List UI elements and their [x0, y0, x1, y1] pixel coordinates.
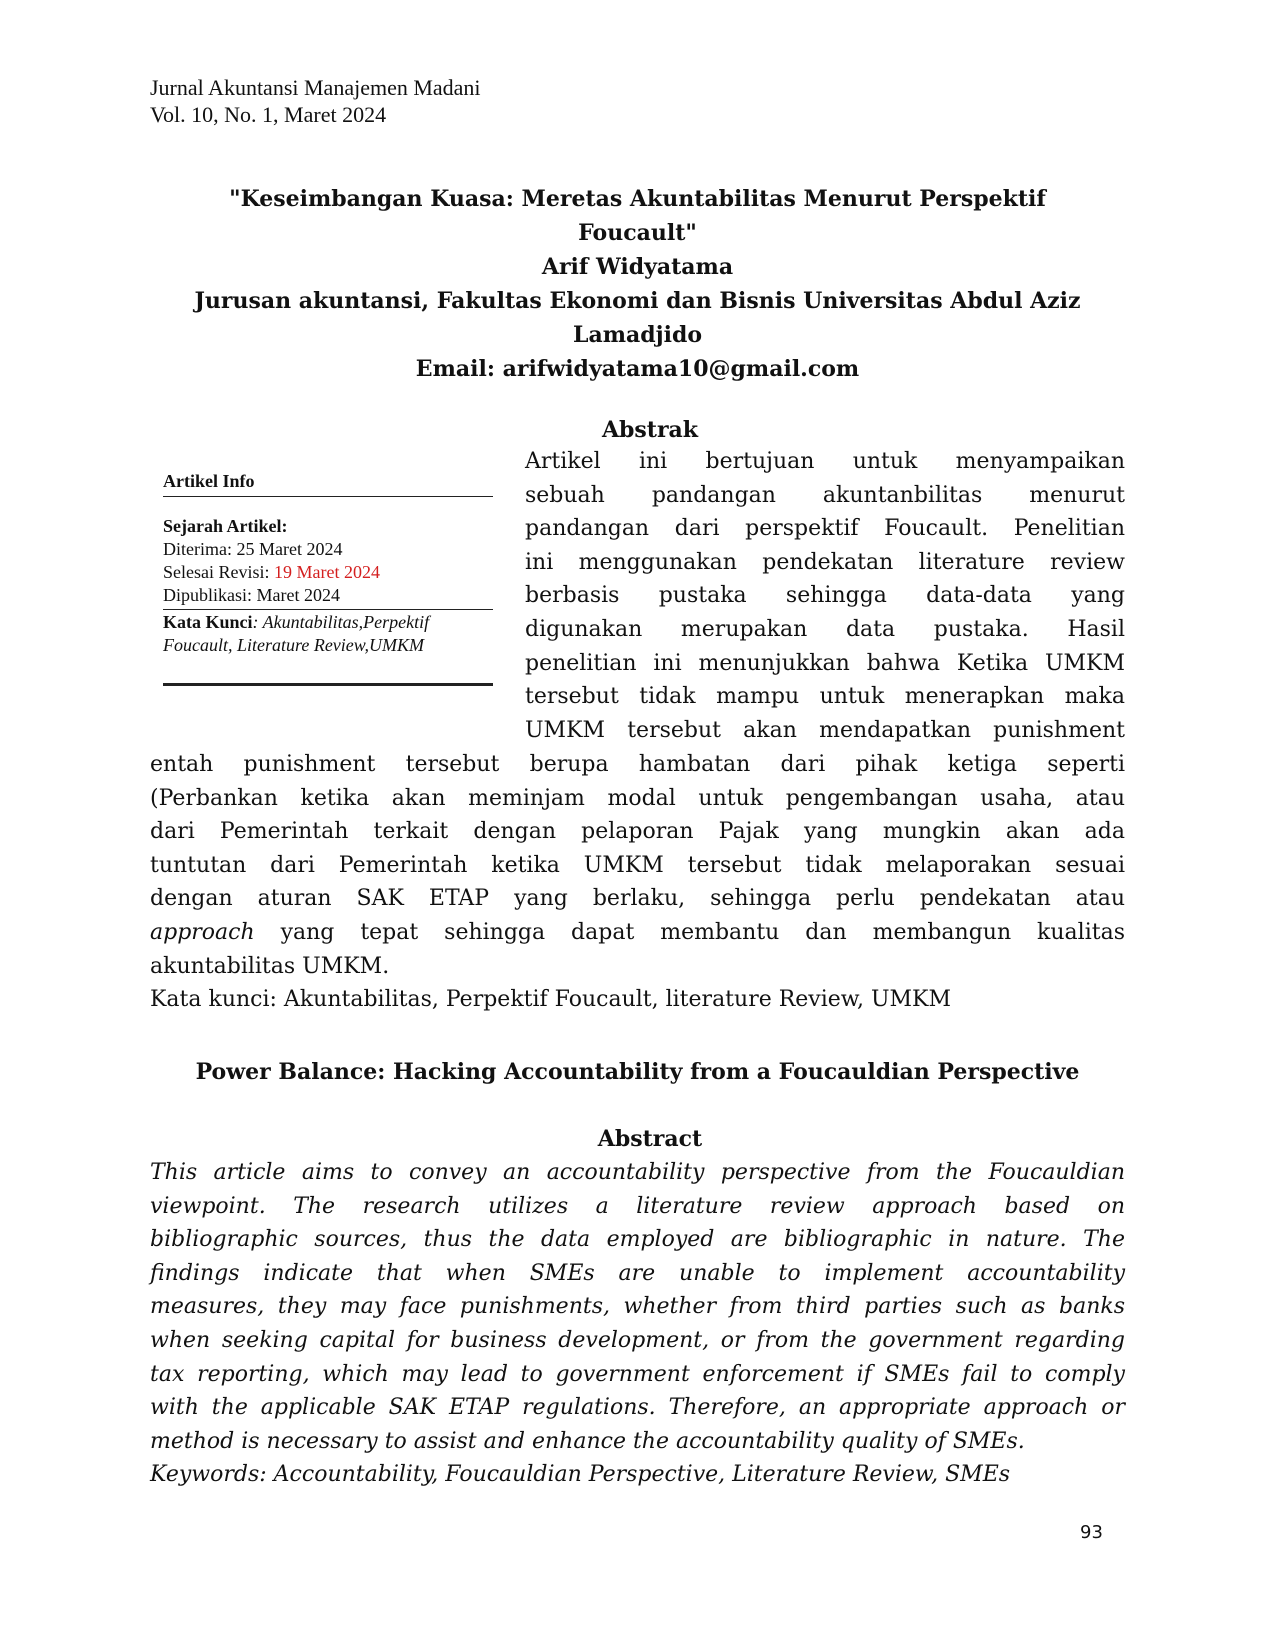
- page-number: 93: [1080, 1522, 1103, 1543]
- history-label: Sejarah Artikel:: [163, 516, 288, 536]
- author-name: Arif Widyatama: [541, 254, 734, 280]
- abstrak-line: berbasis pustaka sehingga data-data yang: [525, 583, 1125, 609]
- abstrak-line: tersebut tidak mampu untuk menerapkan maka: [525, 684, 1125, 710]
- abstrak-narrow-column: [525, 445, 1125, 747]
- info-divider-middle: [163, 609, 493, 610]
- abstrak-line: dengan aturan SAK ETAP yang berlaku, sehingga perlu pendekatan atau: [150, 886, 1125, 912]
- abstract-line: method is necessary to assist and enhance the accountability quality of SMEs.: [150, 1428, 1025, 1454]
- abstrak-heading: Abstrak: [601, 417, 699, 443]
- journal-name: Jurnal Akuntansi Manajemen Madani: [150, 75, 481, 100]
- article-title-line-1: "Keseimbangan Kuasa: Meretas Akuntabilitas Menurut Perspektif: [229, 186, 1046, 212]
- abstrak-wide-column: [150, 748, 1125, 1017]
- journal-header: [150, 74, 481, 128]
- abstrak-line: (Perbankan ketika akan meminjam modal untuk pengembangan usaha, atau: [150, 785, 1125, 811]
- abstrak-line-approach: [150, 916, 1125, 950]
- info-divider-bottom: [163, 683, 493, 686]
- abstrak-line: digunakan merupakan data pustaka. Hasil: [525, 616, 1125, 642]
- abstract-line: findings indicate that when SMEs are unable to implement accountability: [150, 1260, 1125, 1286]
- abstract-line: tax reporting, which may lead to government enforcement if SMEs fail to comply: [150, 1361, 1125, 1387]
- abstract-line: when seeking capital for business development, or from the government regarding: [150, 1327, 1125, 1353]
- abstract-line: bibliographic sources, thus the data employed are bibliographic in nature. The: [150, 1227, 1125, 1253]
- article-title-line-2: Foucault": [578, 220, 697, 246]
- abstrak-line: ini menggunakan pendekatan literature review: [525, 549, 1125, 575]
- journal-volume: Vol. 10, No. 1, Maret 2024: [150, 102, 387, 127]
- received-date: Diterima: 25 Maret 2024: [163, 539, 343, 559]
- approach-rest: yang tepat sehingga dapat membantu dan membangun kualitas: [254, 919, 1125, 945]
- abstract-heading: Abstract: [597, 1126, 703, 1152]
- abstrak-line: UMKM tersebut akan mendapatkan punishment: [525, 717, 1125, 743]
- article-info-box: [163, 470, 493, 686]
- abstrak-line: tuntutan dari Pemerintah ketika UMKM tersebut tidak melaporakan sesuai: [150, 852, 1125, 878]
- abstrak-keywords: Kata kunci: Akuntabilitas, Perpektif Foucault, literature Review, UMKM: [150, 987, 952, 1013]
- abstrak-last-line: akuntabilitas UMKM.: [150, 953, 390, 979]
- keywords-label: Kata Kunci: [163, 612, 253, 632]
- abstract-body: [150, 1156, 1125, 1492]
- keywords-line-2: Foucault, Literature Review,UMKM: [163, 635, 424, 655]
- abstrak-line: pandangan dari perspektif Foucault. Penelitian: [525, 516, 1125, 542]
- abstract-line: with the applicable SAK ETAP regulations. Therefore, an appropriate approach or: [150, 1395, 1125, 1421]
- title-block: [150, 182, 1125, 386]
- abstrak-line: sebuah pandangan akuntanbilitas menurut: [525, 482, 1125, 508]
- revised-label: Selesai Revisi:: [163, 562, 274, 582]
- abstract-line: viewpoint. The research utilizes a literature review approach based on: [150, 1193, 1125, 1219]
- approach-word: approach: [150, 919, 255, 945]
- published-date: Dipublikasi: Maret 2024: [163, 585, 340, 605]
- keywords-line-1: [163, 611, 493, 634]
- info-divider-top: [163, 496, 493, 497]
- abstract-line: This article aims to convey an accountability perspective from the Foucauldian: [150, 1160, 1125, 1185]
- abstract-keywords: Keywords: Accountability, Foucauldian Perspective, Literature Review, SMEs: [150, 1462, 1011, 1488]
- abstract-line: measures, they may face punishments, whether from third parties such as banks: [150, 1294, 1125, 1320]
- revised-date-line: [163, 561, 493, 584]
- keywords-part-1: : Akuntabilitas,Perpektif: [252, 612, 430, 632]
- affiliation-line-1: Jurusan akuntansi, Fakultas Ekonomi dan Bisnis Universitas Abdul Aziz: [194, 288, 1081, 314]
- abstrak-line: dari Pemerintah terkait dengan pelaporan Pajak yang mungkin akan ada: [150, 819, 1125, 845]
- english-title: Power Balance: Hacking Accountability from a Foucauldian Perspective: [195, 1059, 1080, 1085]
- abstrak-line: Artikel ini bertujuan untuk menyampaikan: [525, 449, 1125, 474]
- revised-date: 19 Maret 2024: [274, 562, 380, 582]
- abstrak-line: penelitian ini menunjukkan bahwa Ketika UMKM: [525, 650, 1125, 676]
- abstrak-line: entah punishment tersebut berupa hambatan dari pihak ketiga seperti: [150, 752, 1125, 777]
- author-email: Email: arifwidyatama10@gmail.com: [415, 356, 860, 382]
- article-info-heading: Artikel Info: [163, 471, 255, 491]
- affiliation-line-2: Lamadjido: [572, 322, 702, 348]
